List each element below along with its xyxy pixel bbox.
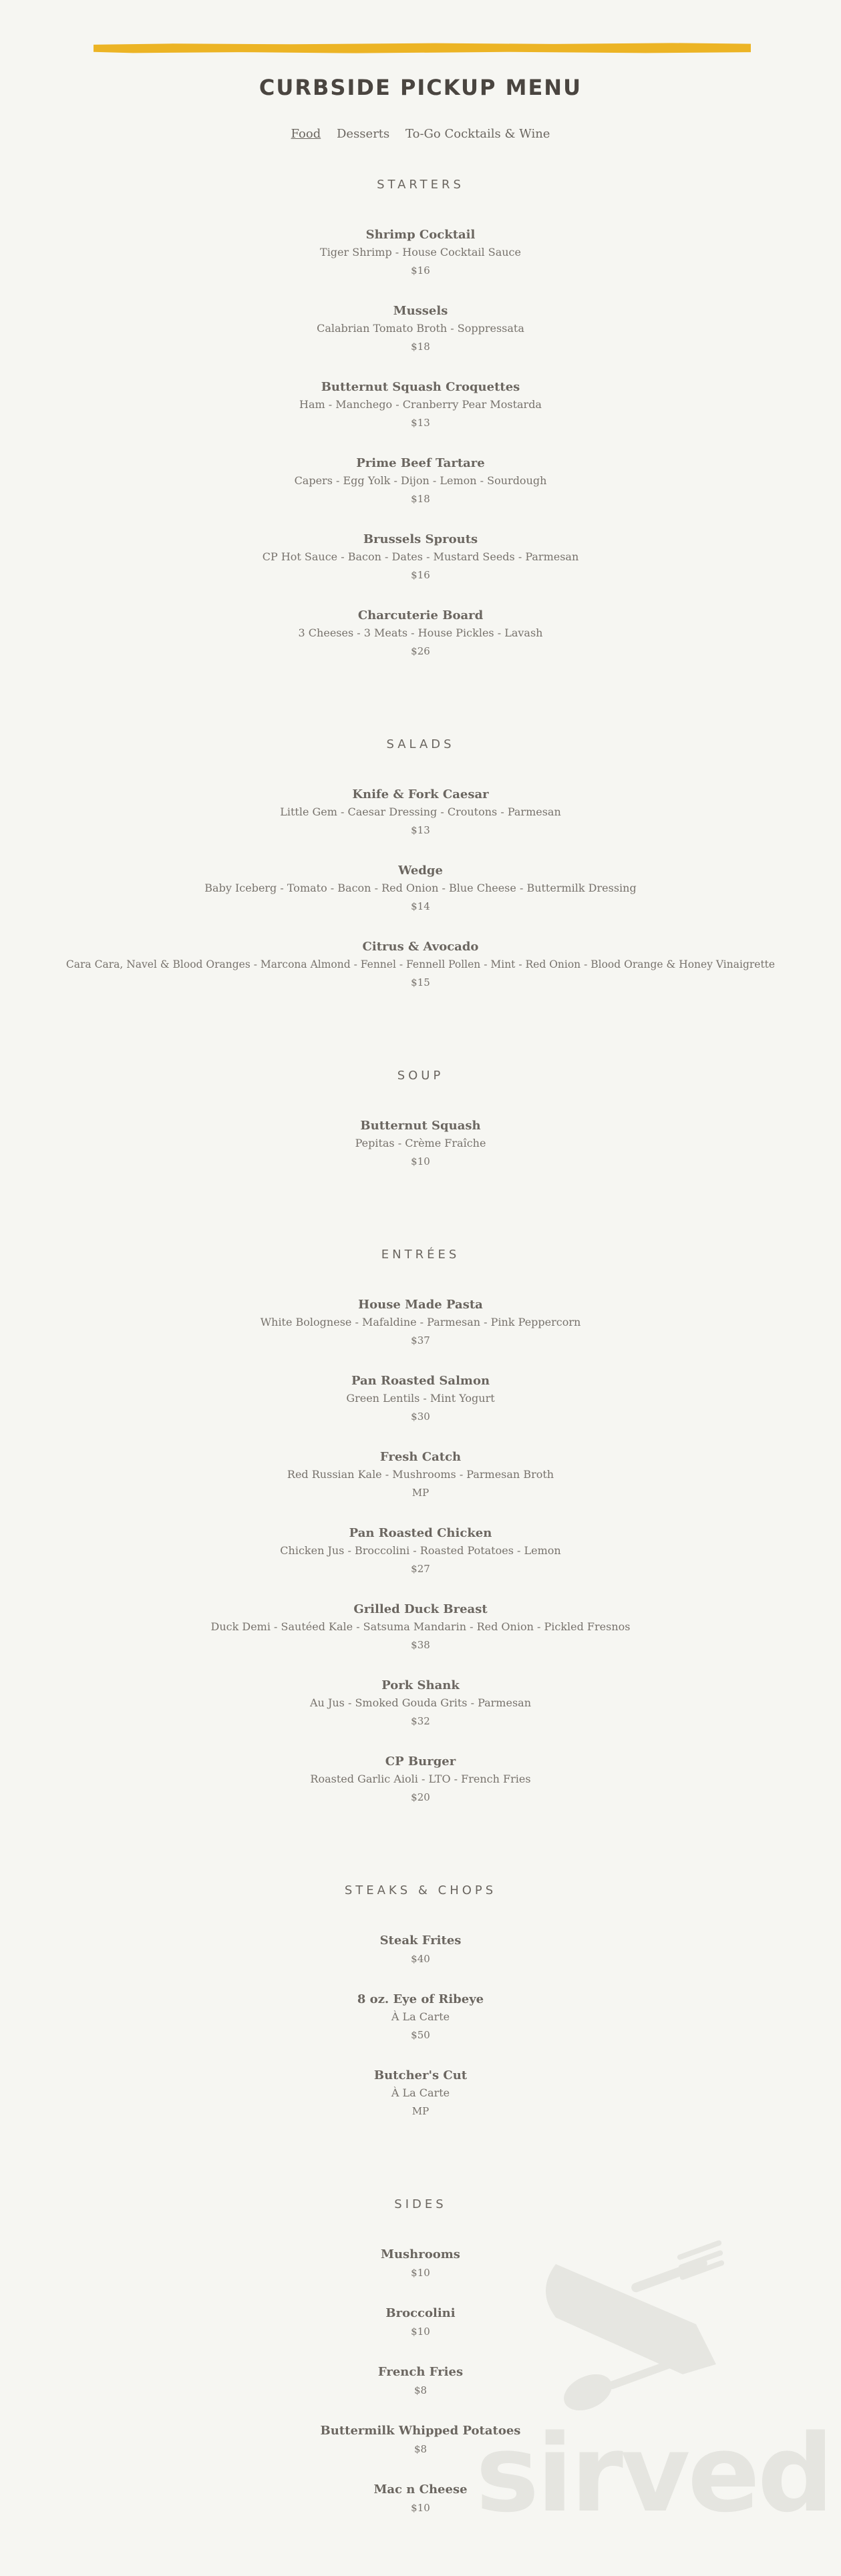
menu-item [0, 2067, 841, 2121]
section-title-starters: STARTERS [377, 178, 464, 192]
section-title-salads: SALADS [386, 737, 455, 751]
item-name: Knife & Fork Caesar [352, 787, 489, 801]
tab-cocktails-wine[interactable]: To-Go Cocktails & Wine [405, 127, 550, 141]
item-price: $8 [413, 2384, 428, 2396]
item-desc: Chicken Jus - Broccolini - Roasted Potatoes - Lemon [280, 1544, 561, 1557]
item-name: House Made Pasta [358, 1298, 483, 1312]
menu-item [0, 1601, 841, 1654]
item-price: $10 [411, 2326, 430, 2338]
item-name: French Fries [377, 2365, 464, 2379]
item-name: 8 oz. Eye of Ribeye [357, 1992, 484, 2006]
item-price: $32 [411, 1715, 430, 1727]
menu-item [0, 607, 841, 661]
item-desc: Tiger Shrimp - House Cocktail Sauce [320, 246, 521, 258]
section-title-sides: SIDES [394, 2197, 447, 2211]
item-name: Pork Shank [381, 1678, 460, 1692]
item-desc: Green Lentils - Mint Yogurt [346, 1392, 495, 1405]
item-name: Mac n Cheese [373, 2482, 468, 2497]
section-title-soup: SOUP [397, 1069, 444, 1083]
menu-item [0, 379, 841, 432]
item-name: Grilled Duck Breast [353, 1602, 488, 1616]
item-desc: Red Russian Kale - Mushrooms - Parmesan Broth [287, 1468, 554, 1481]
menu-item [0, 455, 841, 508]
item-desc: CP Hot Sauce - Bacon - Dates - Mustard Seeds - Parmesan [262, 550, 579, 563]
item-name: CP Burger [385, 1755, 456, 1769]
item-name: Buttermilk Whipped Potatoes [320, 2424, 521, 2438]
menu-item [0, 1932, 841, 1968]
item-desc: Roasted Garlic Aioli - LTO - French Fries [310, 1773, 531, 1785]
item-name: Mussels [393, 304, 448, 318]
menu-item [0, 862, 841, 916]
item-desc: White Bolognese - Mafaldine - Parmesan - Pink Peppercorn [260, 1316, 581, 1328]
item-name: Mushrooms [381, 2247, 460, 2261]
menu-item [0, 1117, 841, 1171]
item-price: $14 [411, 900, 430, 912]
item-desc: À La Carte [391, 2086, 450, 2099]
item-price: $40 [411, 1953, 430, 1965]
item-price: $26 [411, 645, 430, 657]
item-name: Butternut Squash Croquettes [321, 380, 520, 394]
watermark-text: sirved [476, 2411, 832, 2536]
item-name: Butcher's Cut [373, 2068, 468, 2082]
item-price: $13 [411, 824, 430, 836]
item-desc: 3 Cheeses - 3 Meats - House Pickles - Lavash [298, 626, 543, 639]
item-price: MP [411, 2105, 430, 2117]
item-name: Brussels Sprouts [363, 532, 478, 546]
item-desc: Little Gem - Caesar Dressing - Croutons - Parmesan [280, 805, 561, 818]
item-desc: Ham - Manchego - Cranberry Pear Mostarda [299, 398, 542, 411]
section-title-entrees: ENTRÉES [381, 1248, 460, 1262]
sirved-watermark [476, 2237, 832, 2536]
item-price: $18 [411, 493, 430, 505]
item-desc: Cara Cara, Navel & Blood Oranges - Marcona Almond - Fennel - Fennell Pollen - Mint - Red Onion - Blood Orange & Honey Vinaigrette [65, 958, 776, 970]
knife-fork-spoon-icon [476, 2237, 810, 2424]
item-name: Prime Beef Tartare [356, 456, 485, 470]
item-price: $20 [411, 1791, 430, 1803]
item-name: Wedge [398, 864, 443, 878]
item-price: $38 [411, 1639, 430, 1651]
item-price: $8 [413, 2443, 428, 2455]
item-name: Charcuterie Board [357, 608, 484, 622]
item-desc: Capers - Egg Yolk - Dijon - Lemon - Sourdough [294, 474, 547, 487]
menu-item [0, 1372, 841, 1426]
item-desc: Baby Iceberg - Tomato - Bacon - Red Onion - Blue Cheese - Buttermilk Dressing [204, 882, 637, 894]
item-price: $30 [411, 1411, 430, 1423]
item-desc: Au Jus - Smoked Gouda Grits - Parmesan [310, 1696, 531, 1709]
tab-food[interactable]: Food [291, 127, 321, 141]
item-name: Pan Roasted Chicken [349, 1526, 492, 1540]
item-price: $37 [411, 1334, 430, 1346]
item-name: Fresh Catch [379, 1450, 462, 1464]
menu-item [0, 1677, 841, 1730]
menu-item [0, 786, 841, 840]
item-price: $10 [411, 2502, 430, 2514]
item-price: $18 [411, 341, 430, 353]
item-price: $27 [411, 1563, 430, 1575]
item-name: Butternut Squash [360, 1119, 481, 1133]
menu-item [0, 938, 841, 992]
menu-item [0, 1296, 841, 1350]
item-desc: Calabrian Tomato Broth - Soppressata [317, 322, 524, 335]
item-price: $50 [411, 2029, 430, 2041]
item-desc: À La Carte [391, 2010, 450, 2023]
item-name: Citrus & Avocado [362, 940, 479, 954]
tab-desserts[interactable]: Desserts [336, 127, 390, 141]
brush-stroke-banner [94, 43, 751, 53]
item-name: Pan Roasted Salmon [351, 1374, 490, 1388]
item-name: Broccolini [385, 2306, 456, 2320]
item-price: $16 [411, 264, 430, 277]
menu-tabs [0, 127, 841, 141]
item-price: $10 [411, 1155, 430, 1167]
item-price: $15 [411, 976, 430, 988]
item-desc: Duck Demi - Sautéed Kale - Satsuma Mandarin - Red Onion - Pickled Fresnos [210, 1620, 631, 1633]
item-desc: Pepitas - Crème Fraîche [355, 1137, 486, 1149]
item-price: MP [411, 1487, 430, 1499]
item-price: $10 [411, 2267, 430, 2279]
section-title-steaks-chops: STEAKS & CHOPS [344, 1883, 497, 1897]
item-name: Steak Frites [379, 1934, 462, 1948]
menu-item [0, 226, 841, 280]
menu-item [0, 1525, 841, 1578]
menu-item [0, 1753, 841, 1807]
menu-item [0, 531, 841, 584]
item-price: $13 [411, 417, 430, 429]
item-name: Shrimp Cocktail [365, 228, 476, 242]
menu-item [0, 1449, 841, 1502]
menu-item [0, 1991, 841, 2044]
page-title: CURBSIDE PICKUP MENU [259, 75, 582, 100]
item-price: $16 [411, 569, 430, 581]
menu-item [0, 303, 841, 356]
